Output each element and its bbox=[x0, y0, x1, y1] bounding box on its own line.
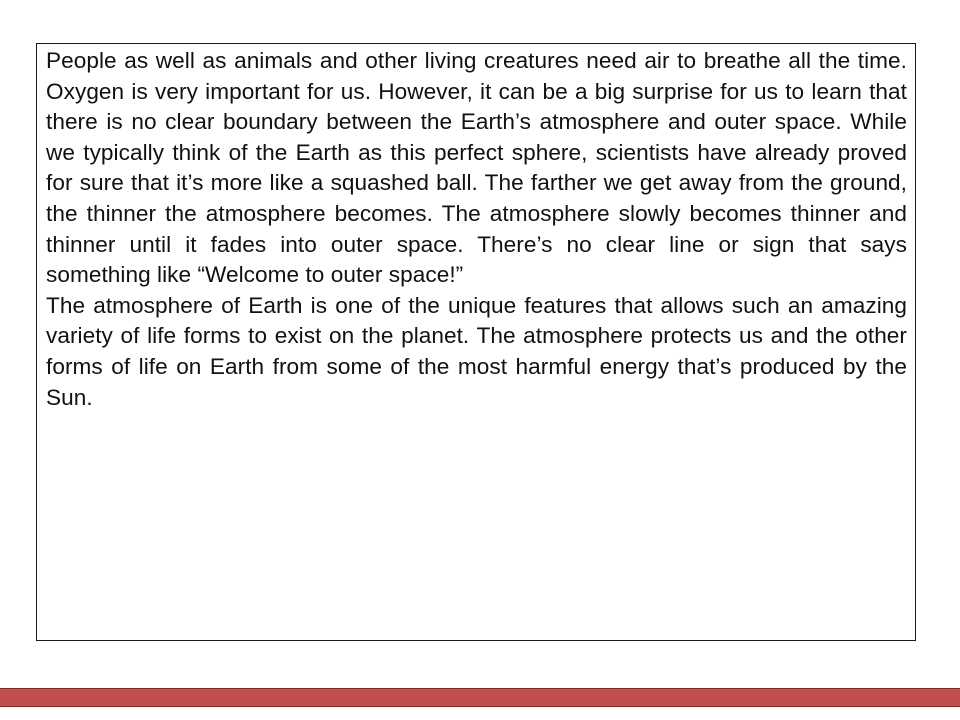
footer-accent-bar bbox=[0, 688, 960, 707]
paragraph-atmosphere-protection: The atmosphere of Earth is one of the unique features that allows such an amazing variety of life forms to exist on the planet. The atmosphere protects us and the other forms of life on Earth from some of the most harmful energy that’s produced by the Sun. bbox=[46, 292, 907, 410]
paragraph-atmosphere-boundary: People as well as animals and other living creatures need air to breathe all the time. Oxygen is very important for us. However, it can be a big surprise for us to learn that there is no clear boundary between the Earth’s atmosphere and outer space. While we typically think of the Earth as this perfect sphere, scientists have already proved for sure that it’s more like a squashed ball. The farther we get away from the ground, the thinner the atmosphere becomes. The atmosphere slowly becomes thinner and thinner until it fades into outer space. There’s no clear line or sign that says something like “Welcome to outer space!” bbox=[46, 48, 907, 288]
text-box bbox=[36, 43, 916, 641]
